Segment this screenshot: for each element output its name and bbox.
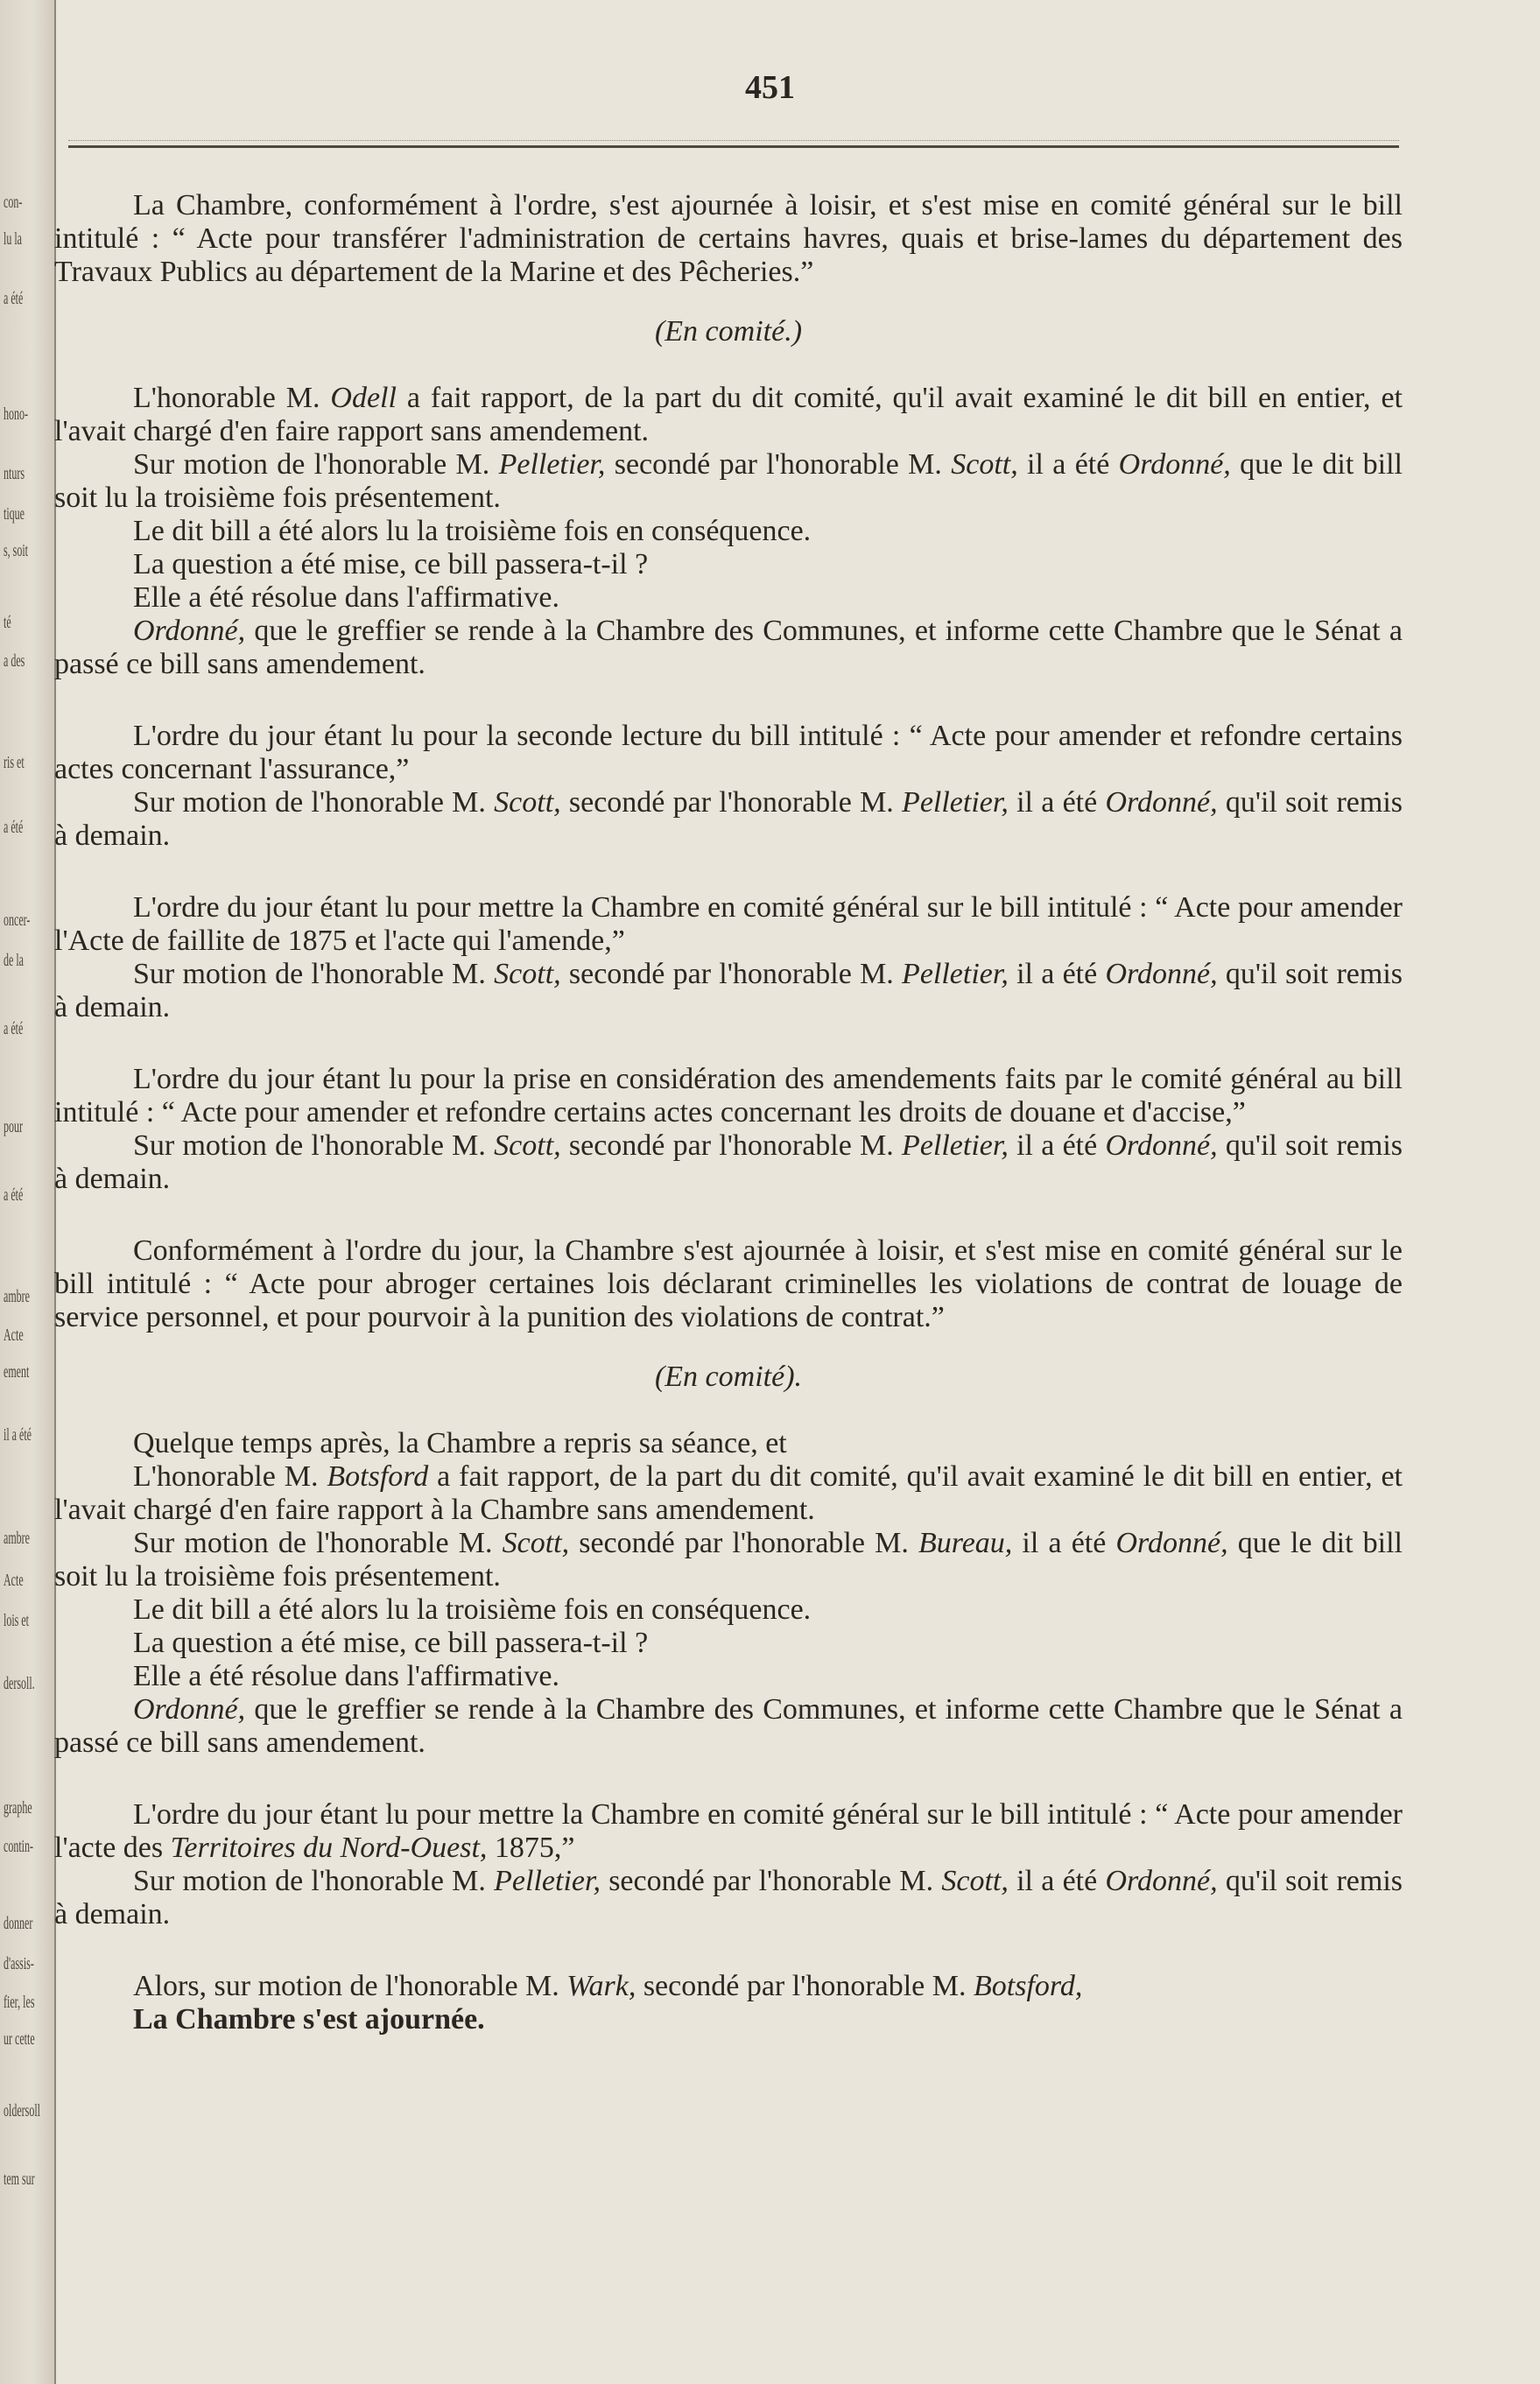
italic-name: Pelletier,	[498, 448, 606, 481]
text-run: que le dit bill soit lu la troisième fois présentement.	[54, 448, 1403, 514]
italic-name: Pelletier,	[902, 958, 1009, 990]
italic-name: Ordonné,	[1105, 958, 1218, 990]
italic-name: Odell	[330, 382, 397, 414]
margin-fragment: donner	[4, 1914, 33, 1933]
text-run: Sur motion de l'honorable M.	[133, 1129, 495, 1162]
margin-fragment: tique	[4, 504, 25, 524]
margin-fragment: a été	[4, 1185, 24, 1205]
in-committee-heading	[54, 1361, 1403, 1394]
paragraph	[54, 720, 1403, 786]
margin-fragment: lois et	[4, 1611, 30, 1630]
text-run: il a été	[1012, 1527, 1116, 1559]
margin-fragment: dersoll.	[4, 1674, 35, 1693]
italic-name: Scott,	[941, 1865, 1009, 1897]
italic-name: Pelletier,	[494, 1865, 601, 1897]
text-run: La question a été mise, ce bill passera-t-il ?	[133, 1627, 649, 1659]
italic-name: Ordonné,	[1105, 1129, 1218, 1162]
paragraph	[54, 1865, 1403, 1931]
page-body	[54, 189, 1403, 2075]
paragraph	[54, 548, 1403, 581]
paragraph	[54, 1129, 1403, 1196]
text-run: L'ordre du jour étant lu pour la prise en considération des amendements faits par le comité général au bill intitulé : “ Acte pour amender et refondre certains actes concernant les droits de douane et d'accise,”	[54, 1063, 1403, 1129]
paragraph	[54, 1970, 1403, 2003]
text-run: Sur motion de l'honorable M.	[133, 1865, 495, 1897]
paragraph	[54, 1460, 1403, 1527]
italic-name: Ordonné,	[1115, 1527, 1228, 1559]
paragraph	[54, 189, 1403, 289]
paragraph	[54, 448, 1403, 515]
text-run: L'ordre du jour étant lu pour la seconde lecture du bill intitulé : “ Acte pour amender et refondre certains actes concernant l'assurance,”	[54, 720, 1403, 785]
text-run: Sur motion de l'honorable M.	[133, 1527, 503, 1559]
text-run: Elle a été résolue dans l'affirmative.	[133, 581, 559, 614]
text-run: 1875,”	[487, 1832, 575, 1864]
margin-fragment: oncer-	[4, 911, 31, 930]
text-run: qu'il soit remis à demain.	[54, 786, 1403, 852]
italic-name: Scott,	[951, 448, 1018, 481]
text-run: L'ordre du jour étant lu pour mettre la Chambre en comité général sur le bill intitulé : “ Acte pour amender l'acte des	[54, 1798, 1403, 1864]
italic-name: Scott,	[502, 1527, 570, 1559]
in-committee-heading	[54, 315, 1403, 348]
paragraph	[54, 2003, 1403, 2036]
italic-name: Pelletier,	[902, 1129, 1009, 1162]
text-run: Le dit bill a été alors lu la troisième fois en conséquence.	[133, 515, 812, 547]
text-run: Alors, sur motion de l'honorable M.	[133, 1970, 567, 2002]
text-run: La question a été mise, ce bill passera-t-il ?	[133, 548, 649, 580]
margin-fragment: a été	[4, 289, 24, 308]
italic-name: Scott,	[494, 786, 561, 819]
margin-fragment: ur cette	[4, 2029, 35, 2049]
paragraph	[54, 1693, 1403, 1760]
adjournment-line: La Chambre s'est ajournée.	[133, 2003, 485, 2036]
page-number: 451	[745, 69, 795, 106]
text-run: secondé par l'honorable M.	[600, 1865, 942, 1897]
section-2	[54, 720, 1403, 853]
italic-name: Scott,	[494, 958, 561, 990]
section-0	[54, 189, 1403, 348]
section-7	[54, 1798, 1403, 1931]
text-run: a fait rapport, de la part du dit comité, qu'il avait examiné le dit bill en entier, et l'avait chargé d'en faire rapport à la Chambre sans amendement.	[54, 1460, 1403, 1526]
text-run: que le greffier se rende à la Chambre des Communes, et informe cette Chambre que le Sénat a passé ce bill sans amendement.	[54, 1693, 1403, 1759]
text-run: L'ordre du jour étant lu pour mettre la Chambre en comité général sur le bill intitulé : “ Acte pour amender l'Acte de faillite de 1875 et l'acte qui l'amende,”	[54, 891, 1403, 957]
text-run: a fait rapport, de la part du dit comité, qu'il avait examiné le dit bill en entier, et l'avait chargé d'en faire rapport sans amendement.	[54, 382, 1403, 447]
paragraph	[54, 786, 1403, 853]
text-run: secondé par l'honorable M.	[569, 1527, 918, 1559]
text-run: qu'il soit remis à demain.	[54, 1129, 1403, 1195]
margin-fragment: ris et	[4, 753, 25, 772]
paragraph	[54, 958, 1403, 1024]
margin-fragment: a été	[4, 818, 24, 837]
italic-name: Ordonné,	[1118, 448, 1231, 481]
text-run: il a été	[1008, 1865, 1106, 1897]
text-run: L'honorable M.	[133, 1460, 327, 1493]
header-rule	[68, 145, 1399, 148]
margin-fragment: il a été	[4, 1425, 32, 1445]
italic-name: Wark,	[566, 1970, 636, 2002]
paragraph	[54, 382, 1403, 448]
italic-name: Bureau,	[918, 1527, 1013, 1559]
margin-fragment: Acte	[4, 1571, 24, 1590]
margin-fragment: oldersoll	[4, 2101, 40, 2120]
text-run: il a été	[1017, 448, 1119, 481]
paragraph	[54, 1527, 1403, 1593]
paragraph	[54, 1234, 1403, 1334]
left-margin-gutter	[0, 0, 56, 2384]
italic-name: Territoires du Nord-Ouest,	[170, 1832, 488, 1864]
margin-fragment: hono-	[4, 404, 29, 424]
text-run: il a été	[1008, 1129, 1106, 1162]
text-run: Quelque temps après, la Chambre a repris sa séance, et	[133, 1427, 787, 1459]
italic-name: Ordonné,	[1105, 1865, 1218, 1897]
header-dotted-rule	[68, 140, 1399, 141]
italic-name: Scott,	[494, 1129, 561, 1162]
paragraph	[54, 1660, 1403, 1693]
paragraph	[54, 615, 1403, 681]
section-8	[54, 1970, 1403, 2036]
paragraph	[54, 1427, 1403, 1460]
paragraph	[54, 891, 1403, 958]
text-run: Sur motion de l'honorable M.	[133, 958, 495, 990]
text-run: que le dit bill soit lu la troisième fois présentement.	[54, 1527, 1403, 1593]
text-run: secondé par l'honorable M.	[560, 1129, 903, 1162]
margin-fragment: té	[4, 613, 11, 632]
margin-fragment: lu la	[4, 229, 22, 249]
text-run: il a été	[1008, 786, 1106, 819]
paragraph	[54, 1798, 1403, 1865]
margin-fragment: ambre	[4, 1529, 30, 1548]
italic-name: Ordonné,	[133, 1693, 246, 1726]
text-run: L'honorable M.	[133, 382, 331, 414]
text-run: Elle a été résolue dans l'affirmative.	[133, 1660, 559, 1692]
text-run: qu'il soit remis à demain.	[54, 958, 1403, 1023]
italic-name: Botsford,	[974, 1970, 1083, 2002]
paragraph	[54, 515, 1403, 548]
margin-fragment: nturs	[4, 464, 25, 483]
margin-fragment: contin-	[4, 1837, 33, 1856]
text-run: secondé par l'honorable M.	[636, 1970, 974, 2002]
section-4	[54, 1063, 1403, 1196]
margin-fragment: de la	[4, 951, 24, 970]
text-run: secondé par l'honorable M.	[560, 786, 903, 819]
heading-text: (En comité).	[654, 1361, 803, 1393]
text-run: qu'il soit remis à demain.	[54, 1865, 1403, 1930]
margin-fragment: fier, les	[4, 1993, 35, 2012]
paragraph	[54, 1593, 1403, 1627]
text-run: Sur motion de l'honorable M.	[133, 448, 499, 481]
margin-fragment: ement	[4, 1362, 30, 1382]
text-run: La Chambre, conformément à l'ordre, s'est ajournée à loisir, et s'est mise en comité général sur le bill intitulé : “ Acte pour transférer l'administration de certains havres, quais et brise-lames du département des Travaux Publics au département de la Marine et des Pêcheries.”	[54, 189, 1403, 288]
margin-fragment: s, soit	[4, 541, 29, 560]
italic-name: Pelletier,	[902, 786, 1009, 819]
text-run: Sur motion de l'honorable M.	[133, 786, 495, 819]
margin-fragment: a des	[4, 651, 25, 671]
text-run: secondé par l'honorable M.	[560, 958, 903, 990]
text-run: Le dit bill a été alors lu la troisième fois en conséquence.	[133, 1593, 812, 1626]
section-1	[54, 382, 1403, 681]
italic-name: Botsford	[327, 1460, 429, 1493]
margin-fragment: Acte	[4, 1326, 24, 1345]
paragraph	[54, 1063, 1403, 1129]
text-run: que le greffier se rende à la Chambre des Communes, et informe cette Chambre que le Sénat a passé ce bill sans amendement.	[54, 615, 1403, 680]
margin-fragment: pour	[4, 1117, 24, 1136]
heading-text: (En comité.)	[654, 315, 803, 348]
text-run: secondé par l'honorable M.	[605, 448, 952, 481]
margin-fragment: d'assis-	[4, 1954, 34, 1973]
section-3	[54, 891, 1403, 1024]
section-6	[54, 1427, 1403, 1760]
margin-fragment: graphe	[4, 1798, 32, 1818]
text-run: Conformément à l'ordre du jour, la Chambre s'est ajournée à loisir, et s'est mise en comité général sur le bill intitulé : “ Acte pour abroger certaines lois déclarant criminelles les violations de contrat de louage de service personnel, et pour pourvoir à la punition des violations de contrat.”	[54, 1234, 1403, 1333]
margin-fragment: ambre	[4, 1287, 30, 1306]
margin-fragment: con-	[4, 193, 23, 212]
paragraph	[54, 581, 1403, 615]
margin-fragment: a été	[4, 1019, 24, 1038]
section-5	[54, 1234, 1403, 1394]
margin-fragment: tem sur	[4, 2170, 35, 2189]
italic-name: Ordonné,	[1105, 786, 1218, 819]
paragraph	[54, 1627, 1403, 1660]
italic-name: Ordonné,	[133, 615, 246, 647]
text-run: il a été	[1008, 958, 1106, 990]
